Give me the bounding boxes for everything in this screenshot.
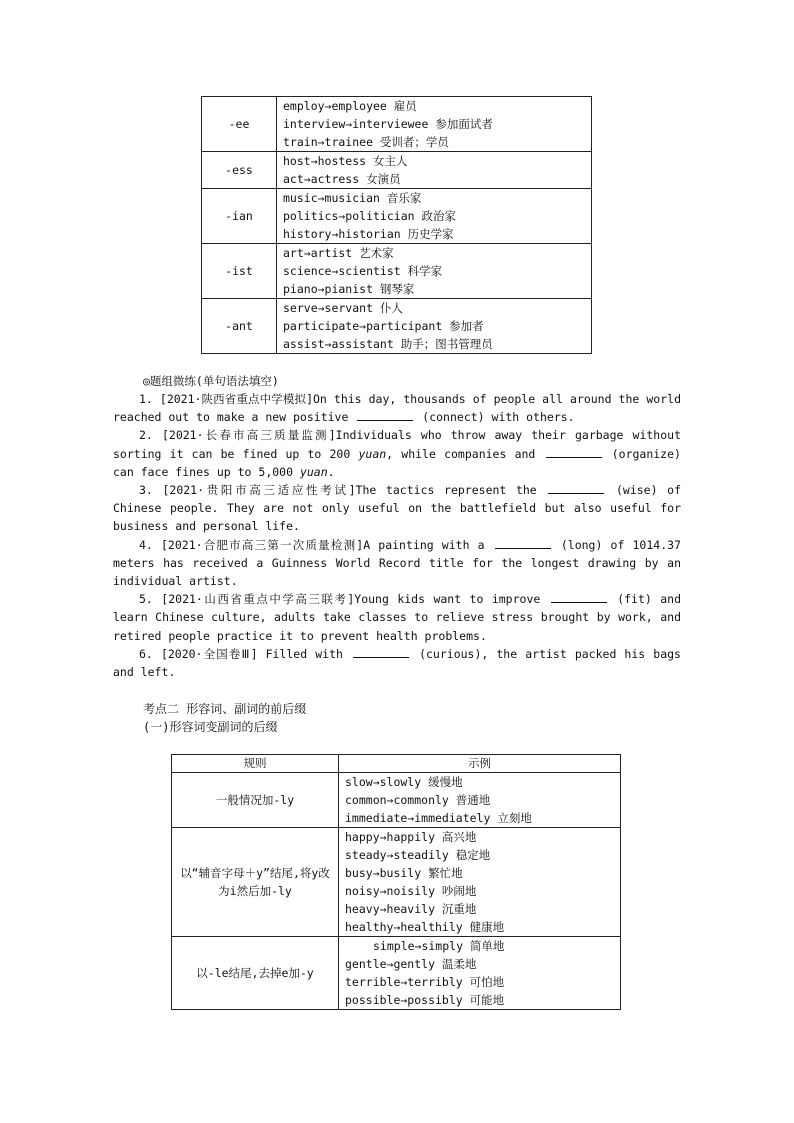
table-row xyxy=(172,773,621,828)
item-text: . xyxy=(327,464,335,479)
item-text: [2021·合肥市高三第一次质量检测]A painting with a xyxy=(161,537,485,552)
example-line: interview→interviewee 参加面试者 xyxy=(283,117,493,131)
item-number: 1. xyxy=(139,392,153,406)
example-line: employ→employee 雇员 xyxy=(283,99,417,113)
column-header-rule: 规则 xyxy=(172,755,339,773)
suffix-cell: -ist xyxy=(202,244,277,299)
answer-blank[interactable] xyxy=(353,647,409,658)
example-line: happy→happily 高兴地 xyxy=(345,830,477,844)
example-line: host→hostess 女主人 xyxy=(283,154,408,168)
rule-cell: 以-le结尾,去掉e加-y xyxy=(172,937,339,1010)
exercise-item xyxy=(113,481,681,536)
item-text: (fit) and learn Chinese culture, adults take classes to relieve stress brought by work, and retired people practice it to prevent health problems. xyxy=(113,592,682,643)
examples-cell xyxy=(339,773,621,828)
example-line: science→scientist 科学家 xyxy=(283,264,443,278)
adverb-suffix-table xyxy=(171,754,621,1010)
exercise-item xyxy=(113,645,681,681)
item-number: 3. xyxy=(139,483,153,498)
item-italic: yuan xyxy=(358,446,387,461)
example-line: history→historian 历史学家 xyxy=(283,227,454,241)
examples-cell xyxy=(277,299,592,354)
rule-cell: 以“辅音字母＋y”结尾,将y改为i然后加-ly xyxy=(172,828,339,937)
example-line: assist→assistant 助手；图书管理员 xyxy=(283,337,493,351)
rule-cell: 一般情况加-ly xyxy=(172,773,339,828)
example-line: healthy→healthily 健康地 xyxy=(345,920,505,934)
item-number: 2. xyxy=(139,428,153,443)
example-line: simple→simply 简单地 xyxy=(373,939,505,953)
examples-cell xyxy=(277,152,592,189)
example-line: act→actress 女演员 xyxy=(283,172,401,186)
item-text: [2021·长春市高三质量监测]Individuals who throw away their garbage without sorting it can be fined up to 200 xyxy=(113,428,682,461)
answer-blank[interactable] xyxy=(495,538,551,549)
examples-cell xyxy=(339,828,621,937)
answer-blank[interactable] xyxy=(548,483,604,494)
examples-cell xyxy=(277,97,592,152)
noun-suffix-table xyxy=(201,96,592,354)
table-row xyxy=(202,189,592,244)
item-text: , while companies and xyxy=(386,446,536,461)
example-line: art→artist 艺术家 xyxy=(283,246,394,260)
example-line: piano→pianist 钢琴家 xyxy=(283,282,415,296)
suffix-cell: -ant xyxy=(202,299,277,354)
example-line: steady→steadily 稳定地 xyxy=(345,848,491,862)
exercise-item xyxy=(113,426,681,481)
item-text: (connect) with others. xyxy=(422,410,575,425)
example-line: possible→possibly 可能地 xyxy=(345,993,505,1007)
exercise-item xyxy=(113,536,681,591)
example-line: terrible→terribly 可怕地 xyxy=(345,975,505,989)
exercise-item xyxy=(113,390,681,426)
column-header-example: 示例 xyxy=(339,755,621,773)
item-text: [2021·贵阳市高三适应性考试]The tactics represent the xyxy=(162,483,537,498)
examples-cell xyxy=(277,244,592,299)
item-text: (wise) of Chinese people. They are not only useful on the battlefield but also useful for business and personal life. xyxy=(113,483,681,534)
answer-blank[interactable] xyxy=(546,447,602,458)
table-row xyxy=(172,937,621,1010)
examples-cell xyxy=(277,189,592,244)
answer-blank[interactable] xyxy=(551,592,607,603)
example-line: participate→participant 参加者 xyxy=(283,319,484,333)
item-number: 4. xyxy=(139,537,153,552)
table-header-row xyxy=(172,755,621,773)
item-number: 5. xyxy=(139,592,153,607)
example-line: common→commonly 普通地 xyxy=(345,793,491,807)
section-title: 考点二 形容词、副词的前后缀 xyxy=(143,702,307,716)
exercise-section xyxy=(113,372,681,681)
example-line: serve→servant 仆人 xyxy=(283,301,403,315)
exercise-heading: ◎题组微练(单句语法填空) xyxy=(143,374,279,388)
suffix-cell: -ee xyxy=(202,97,277,152)
item-number: 6. xyxy=(139,646,153,661)
item-text: [2021·山西省重点中学高三联考]Young kids want to improve xyxy=(161,592,541,607)
example-line: noisy→noisily 吵闹地 xyxy=(345,884,477,898)
item-text: [2021·陕西省重点中学模拟]On this day, thousands of people all around the world reached out to make a new positive xyxy=(113,392,681,425)
suffix-cell: -ian xyxy=(202,189,277,244)
table-row xyxy=(202,244,592,299)
example-line: music→musician 音乐家 xyxy=(283,191,422,205)
example-line: gentle→gently 温柔地 xyxy=(345,957,477,971)
item-text: [2020·全国卷Ⅲ] Filled with xyxy=(160,646,343,661)
example-line: train→trainee 受训者；学员 xyxy=(283,135,449,149)
example-line: politics→politician 政治家 xyxy=(283,209,456,223)
table-row xyxy=(202,97,592,152)
item-italic: yuan xyxy=(299,464,328,479)
answer-blank[interactable] xyxy=(357,410,413,421)
table-row xyxy=(202,152,592,189)
item-text: (curious), the artist packed his bags and left. xyxy=(113,646,681,680)
example-line: immediate→immediately 立刻地 xyxy=(345,811,532,825)
exercise-item xyxy=(113,590,681,645)
section-heading xyxy=(143,700,306,736)
item-text: (long) of 1014.37 meters has received a Guinness World Record title for the longest drawing by an individual artist. xyxy=(113,537,681,589)
example-line: busy→busily 繁忙地 xyxy=(345,866,463,880)
section-subtitle: (一)形容词变副词的后缀 xyxy=(143,720,278,734)
item-text: (organize) can face fines up to 5,000 xyxy=(113,446,681,479)
examples-cell xyxy=(339,937,621,1010)
table-row xyxy=(202,299,592,354)
example-line: slow→slowly 缓慢地 xyxy=(345,775,463,789)
suffix-cell: -ess xyxy=(202,152,277,189)
table-row xyxy=(172,828,621,937)
example-line: heavy→heavily 沉重地 xyxy=(345,902,477,916)
